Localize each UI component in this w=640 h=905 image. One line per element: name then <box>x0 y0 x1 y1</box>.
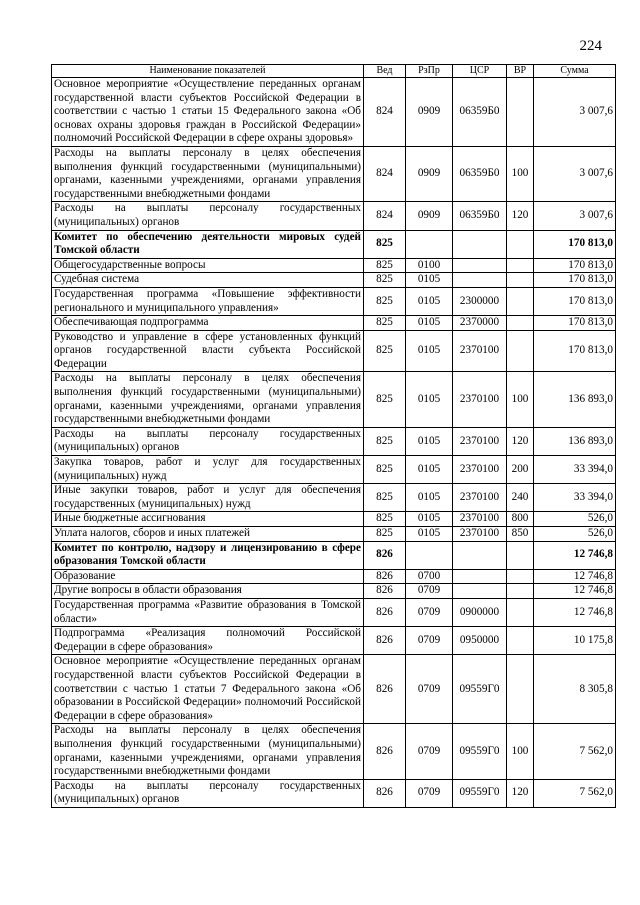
table-row <box>52 330 616 372</box>
cell-name: Другие вопросы в области образования <box>52 584 364 599</box>
table-header-row <box>52 65 616 78</box>
cell-csr <box>453 230 507 258</box>
cell-sum: 12 746,8 <box>534 541 616 569</box>
cell-rzpr: 0909 <box>406 202 453 230</box>
cell-sum: 3 007,6 <box>534 78 616 147</box>
cell-name: Общегосударственные вопросы <box>52 258 364 273</box>
table-row <box>52 316 616 331</box>
cell-vr <box>507 230 534 258</box>
cell-ved: 824 <box>364 202 406 230</box>
cell-vr: 120 <box>507 427 534 455</box>
cell-rzpr: 0105 <box>406 427 453 455</box>
cell-csr: 2370100 <box>453 527 507 542</box>
cell-sum: 33 394,0 <box>534 456 616 484</box>
cell-name: Образование <box>52 569 364 584</box>
cell-ved: 825 <box>364 456 406 484</box>
cell-csr <box>453 541 507 569</box>
cell-name: Расходы на выплаты персоналу государственных (муниципальных) органов <box>52 427 364 455</box>
cell-rzpr: 0700 <box>406 569 453 584</box>
cell-csr: 2370100 <box>453 456 507 484</box>
cell-sum: 170 813,0 <box>534 330 616 372</box>
table-row <box>52 258 616 273</box>
table-row <box>52 273 616 288</box>
cell-ved: 825 <box>364 484 406 512</box>
cell-name: Иные бюджетные ассигнования <box>52 512 364 527</box>
table-row <box>52 627 616 655</box>
cell-sum: 12 746,8 <box>534 598 616 626</box>
cell-name: Основное мероприятие «Осуществление переданных органам государственной власти субъектов Российской Федерации в соответствии с частью 1 статьи 7 Федерального закона «Об образовании в Российской Федерации» полномочий Российской Федерации в сфере образования» <box>52 655 364 724</box>
cell-vr: 200 <box>507 456 534 484</box>
table-row <box>52 146 616 201</box>
cell-rzpr: 0909 <box>406 146 453 201</box>
cell-vr <box>507 287 534 315</box>
header-csr: ЦСР <box>453 65 507 78</box>
cell-csr <box>453 258 507 273</box>
cell-vr <box>507 316 534 331</box>
cell-vr: 100 <box>507 724 534 779</box>
cell-csr <box>453 569 507 584</box>
table-body <box>52 78 616 808</box>
table-row <box>52 527 616 542</box>
cell-name: Иные закупки товаров, работ и услуг для обеспечения государственных (муниципальных) нужд <box>52 484 364 512</box>
cell-ved: 825 <box>364 273 406 288</box>
cell-csr: 2370000 <box>453 316 507 331</box>
cell-sum: 136 893,0 <box>534 427 616 455</box>
cell-csr: 0900000 <box>453 598 507 626</box>
page-number: 224 <box>579 38 602 54</box>
cell-ved: 825 <box>364 316 406 331</box>
cell-rzpr: 0709 <box>406 779 453 807</box>
cell-vr <box>507 627 534 655</box>
cell-sum: 526,0 <box>534 512 616 527</box>
cell-ved: 825 <box>364 230 406 258</box>
cell-ved: 825 <box>364 427 406 455</box>
cell-vr <box>507 598 534 626</box>
table-row <box>52 541 616 569</box>
cell-rzpr: 0105 <box>406 527 453 542</box>
cell-name: Комитет по контролю, надзору и лицензированию в сфере образования Томской области <box>52 541 364 569</box>
cell-vr <box>507 330 534 372</box>
cell-csr: 2300000 <box>453 287 507 315</box>
cell-sum: 136 893,0 <box>534 372 616 427</box>
table-row <box>52 456 616 484</box>
cell-ved: 826 <box>364 627 406 655</box>
cell-sum: 170 813,0 <box>534 316 616 331</box>
cell-rzpr: 0105 <box>406 372 453 427</box>
cell-rzpr: 0709 <box>406 655 453 724</box>
cell-rzpr: 0709 <box>406 598 453 626</box>
cell-vr: 120 <box>507 202 534 230</box>
cell-ved: 826 <box>364 569 406 584</box>
cell-sum: 3 007,6 <box>534 202 616 230</box>
table-row <box>52 584 616 599</box>
cell-vr: 240 <box>507 484 534 512</box>
cell-name: Руководство и управление в сфере установленных функций органов государственной власти субъекта Российской Федерации <box>52 330 364 372</box>
cell-rzpr: 0909 <box>406 78 453 147</box>
cell-vr <box>507 655 534 724</box>
cell-name: Закупка товаров, работ и услуг для государственных (муниципальных) нужд <box>52 456 364 484</box>
header-rzpr: РзПр <box>406 65 453 78</box>
cell-vr: 100 <box>507 146 534 201</box>
cell-sum: 526,0 <box>534 527 616 542</box>
cell-csr: 09559Г0 <box>453 655 507 724</box>
table-row <box>52 779 616 807</box>
cell-name: Комитет по обеспечению деятельности мировых судей Томской области <box>52 230 364 258</box>
cell-rzpr: 0709 <box>406 627 453 655</box>
cell-csr: 2370100 <box>453 484 507 512</box>
cell-rzpr: 0709 <box>406 584 453 599</box>
cell-csr: 2370100 <box>453 372 507 427</box>
cell-vr <box>507 541 534 569</box>
table-row <box>52 598 616 626</box>
cell-name: Подпрограмма «Реализация полномочий Российской Федерации в сфере образования» <box>52 627 364 655</box>
cell-rzpr: 0105 <box>406 512 453 527</box>
cell-vr: 850 <box>507 527 534 542</box>
cell-rzpr: 0105 <box>406 287 453 315</box>
cell-sum: 170 813,0 <box>534 273 616 288</box>
table-row <box>52 512 616 527</box>
cell-ved: 825 <box>364 527 406 542</box>
cell-sum: 10 175,8 <box>534 627 616 655</box>
cell-rzpr: 0105 <box>406 330 453 372</box>
cell-vr <box>507 78 534 147</box>
cell-ved: 825 <box>364 287 406 315</box>
cell-vr <box>507 584 534 599</box>
cell-ved: 826 <box>364 584 406 599</box>
cell-name: Судебная система <box>52 273 364 288</box>
table-row <box>52 287 616 315</box>
cell-vr: 100 <box>507 372 534 427</box>
cell-ved: 826 <box>364 779 406 807</box>
cell-name: Обеспечивающая подпрограмма <box>52 316 364 331</box>
header-vr: ВР <box>507 65 534 78</box>
cell-rzpr <box>406 230 453 258</box>
cell-csr: 06359Б0 <box>453 202 507 230</box>
cell-csr: 2370100 <box>453 427 507 455</box>
cell-sum: 3 007,6 <box>534 146 616 201</box>
cell-csr: 06359Б0 <box>453 146 507 201</box>
cell-sum: 170 813,0 <box>534 287 616 315</box>
cell-name: Расходы на выплаты персоналу в целях обеспечения выполнения функций государственными (муниципальными) органами, казенными учреждениями, органами управления государственными внебюджетными фондами <box>52 146 364 201</box>
cell-ved: 824 <box>364 78 406 147</box>
cell-ved: 826 <box>364 655 406 724</box>
cell-sum: 33 394,0 <box>534 484 616 512</box>
cell-ved: 826 <box>364 598 406 626</box>
table-row <box>52 724 616 779</box>
cell-ved: 825 <box>364 512 406 527</box>
cell-ved: 826 <box>364 724 406 779</box>
cell-ved: 824 <box>364 146 406 201</box>
cell-name: Государственная программа «Развитие образования в Томской области» <box>52 598 364 626</box>
cell-csr <box>453 584 507 599</box>
cell-ved: 825 <box>364 330 406 372</box>
cell-csr: 09559Г0 <box>453 724 507 779</box>
budget-table <box>51 64 616 808</box>
cell-vr <box>507 258 534 273</box>
cell-name: Расходы на выплаты персоналу государственных (муниципальных) органов <box>52 779 364 807</box>
cell-sum: 170 813,0 <box>534 258 616 273</box>
header-name: Наименование показателей <box>52 65 364 78</box>
cell-sum: 7 562,0 <box>534 779 616 807</box>
table-row <box>52 372 616 427</box>
cell-name: Расходы на выплаты персоналу в целях обеспечения выполнения функций государственными (муниципальными) органами, казенными учреждениями, органами управления государственными внебюджетными фондами <box>52 724 364 779</box>
cell-vr <box>507 273 534 288</box>
cell-csr: 0950000 <box>453 627 507 655</box>
cell-sum: 8 305,8 <box>534 655 616 724</box>
table-row <box>52 655 616 724</box>
table-row <box>52 569 616 584</box>
cell-name: Основное мероприятие «Осуществление переданных органам государственной власти субъектов Российской Федерации в соответствии с частью 1 статьи 15 Федерального закона «Об основах охраны здоровья граждан в Российской Федерации» полномочий Российской Федерации в сфере охраны здоровья» <box>52 78 364 147</box>
cell-name: Государственная программа «Повышение эффективности регионального и муниципального управления» <box>52 287 364 315</box>
cell-vr: 800 <box>507 512 534 527</box>
table-row <box>52 484 616 512</box>
header-ved: Вед <box>364 65 406 78</box>
cell-name: Расходы на выплаты персоналу государственных (муниципальных) органов <box>52 202 364 230</box>
cell-name: Уплата налогов, сборов и иных платежей <box>52 527 364 542</box>
cell-ved: 826 <box>364 541 406 569</box>
cell-name: Расходы на выплаты персоналу в целях обеспечения выполнения функций государственными (муниципальными) органами, казенными учреждениями, органами управления государственными внебюджетными фондами <box>52 372 364 427</box>
cell-rzpr: 0709 <box>406 724 453 779</box>
cell-csr: 09559Г0 <box>453 779 507 807</box>
table-row <box>52 427 616 455</box>
cell-vr <box>507 569 534 584</box>
cell-sum: 12 746,8 <box>534 584 616 599</box>
table-row <box>52 78 616 147</box>
cell-ved: 825 <box>364 258 406 273</box>
cell-rzpr: 0105 <box>406 316 453 331</box>
cell-rzpr: 0105 <box>406 484 453 512</box>
cell-vr: 120 <box>507 779 534 807</box>
cell-csr: 2370100 <box>453 330 507 372</box>
cell-csr: 2370100 <box>453 512 507 527</box>
cell-rzpr: 0105 <box>406 273 453 288</box>
cell-sum: 170 813,0 <box>534 230 616 258</box>
cell-rzpr <box>406 541 453 569</box>
table-row <box>52 202 616 230</box>
cell-sum: 12 746,8 <box>534 569 616 584</box>
cell-csr <box>453 273 507 288</box>
cell-csr: 06359Б0 <box>453 78 507 147</box>
cell-ved: 825 <box>364 372 406 427</box>
cell-sum: 7 562,0 <box>534 724 616 779</box>
cell-rzpr: 0105 <box>406 456 453 484</box>
table-row <box>52 230 616 258</box>
header-sum: Сумма <box>534 65 616 78</box>
cell-rzpr: 0100 <box>406 258 453 273</box>
